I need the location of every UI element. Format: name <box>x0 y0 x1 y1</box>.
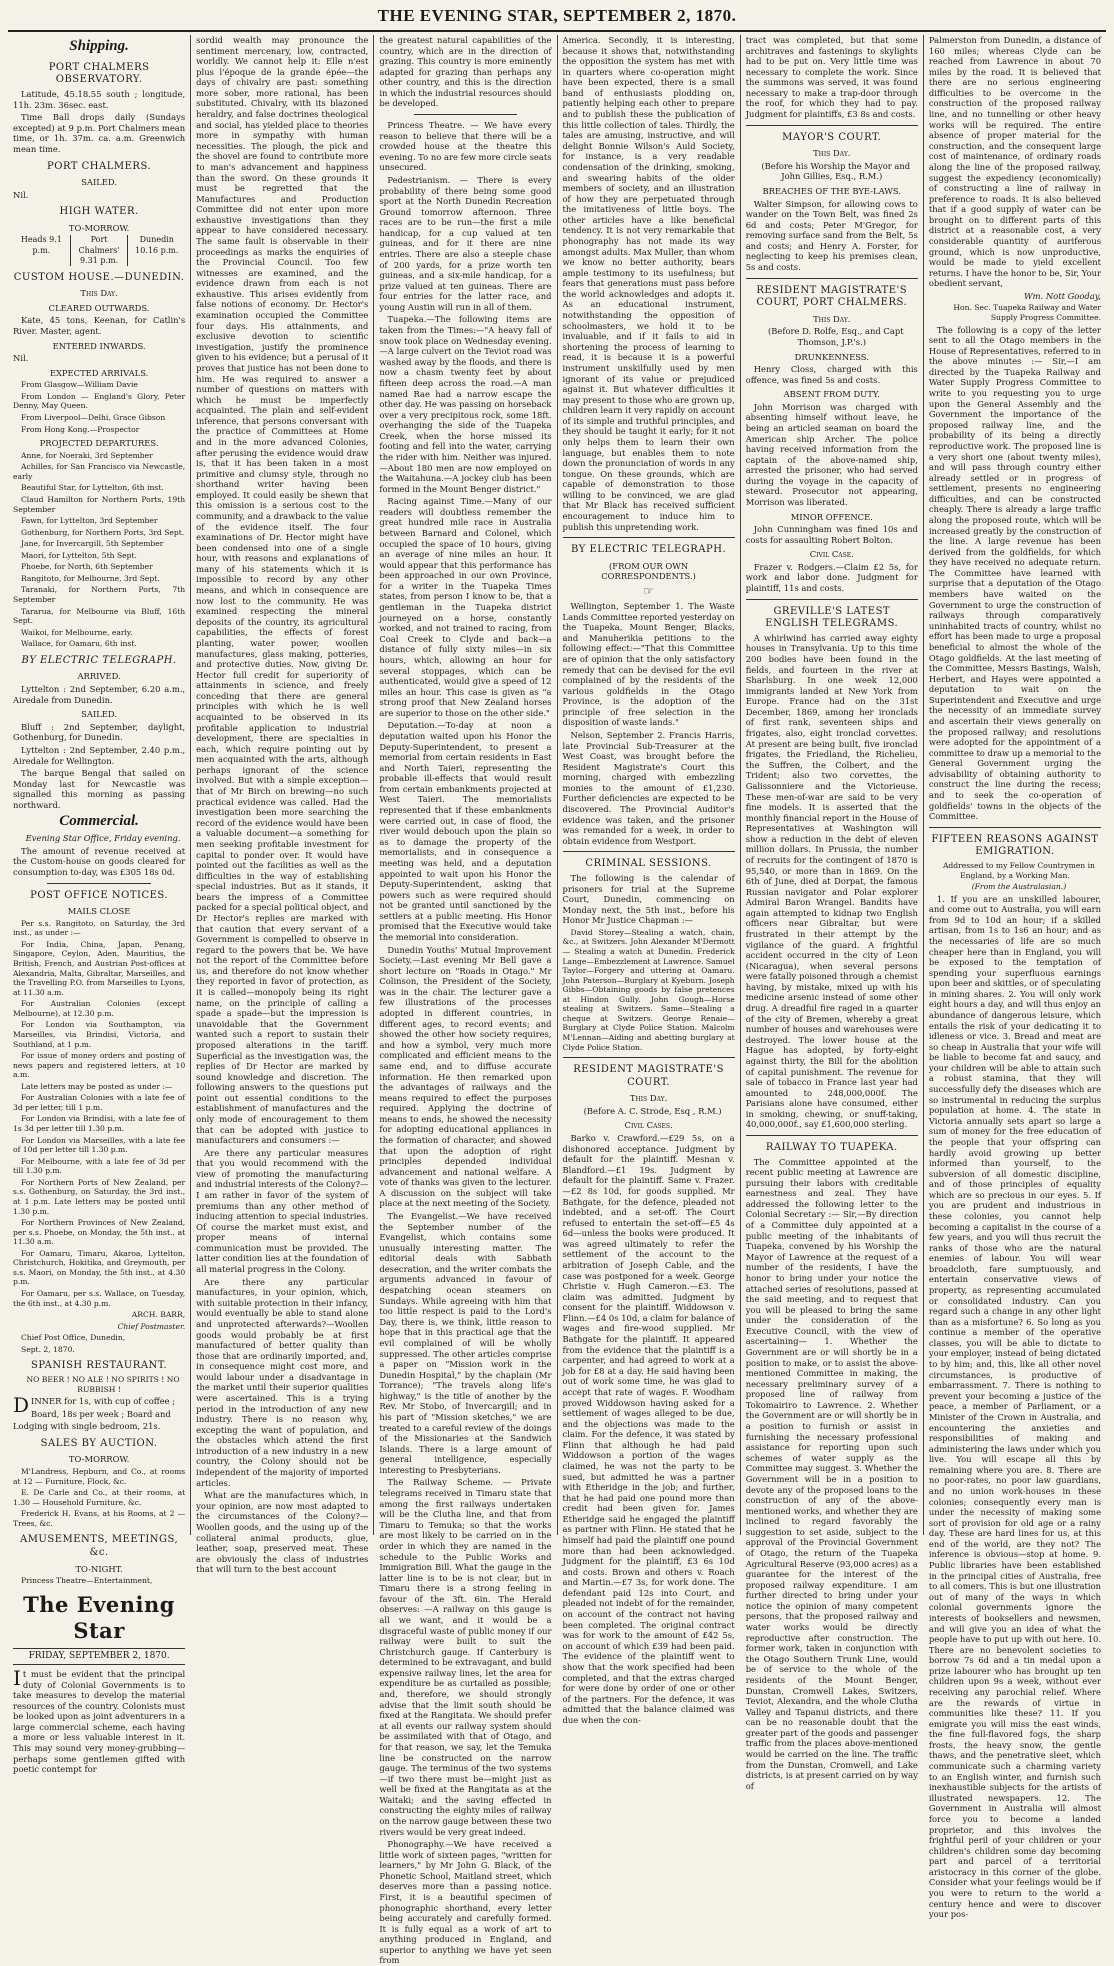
nil-2: Nil. <box>13 353 29 364</box>
departure-item: Wallace, for Oamaru, 6th inst. <box>21 639 137 649</box>
rm-port-chalmers-day: This Day. <box>813 313 851 324</box>
observatory-title: PORT CHALMERS OBSERVATORY. <box>48 61 150 86</box>
news-item: The Evangelist.—We have received the September number of the Evangelist, which contains some unusually interesting matter. The editorial deals with Sabbath desecration, and the writer combats the arguments advanced in favour of despatching ocean steamers on Sundays. While agreeing with him that too little respect is paid to the Lord's Day, there is, we think, little reason to hope that in this practical age that the evil complained of will be wholly suppressed. The other articles comprise a paper on "Mission work in the Dunedin Hospital," by the chaplain (Mr Torrance); "The travels along life's highway," is the title of another by the Rev. Mr Stobo, of Invercargill; and in his part of "Mission sketches," we are treated to a careful review of the doings of the Missionaries at the Sandwich Islands. There is a large amount of general intelligence, especially interesting to Presbyterians. <box>379 1211 552 1475</box>
post-notice: For London via Southampton, via Marseilles, via Brindisi, Victoria, and Southland, at 1 p.m. <box>13 1020 186 1049</box>
expected-arrivals-label: EXPECTED ARRIVALS. <box>49 367 149 378</box>
departure-item: Rangitoto, for Melbourne, 3rd Sept. <box>21 573 160 583</box>
amusements-title: AMUSEMENTS, MEETINGS, &c. <box>19 1534 179 1558</box>
cleared-outwards-label: CLEARED OUTWARDS. <box>48 302 150 313</box>
rm-cases-continued: tract was completed, but that some architraves and fastenings to skylights had to be put on. Very little time was necessary to complete the work. Since the summons was served, it was found necessary to make a trap-door through the roof, for which they had to pay. Judgment for plaintiffs, £3 8s and costs. <box>745 35 918 120</box>
post-notice: For Oamaru, per s.s. Wallace, on Tuesday, the 6th inst., at 4.30 p.m. <box>13 1289 186 1308</box>
paper-dateline: FRIDAY, SEPTEMBER 2, 1870. <box>13 1648 185 1665</box>
expected-item: From Liverpool—Delhi, Grace Gibson <box>21 413 166 423</box>
expected-item: From Glasgow—William Davie <box>21 380 138 390</box>
greville-title: GREVILLE'S LATEST ENGLISH TELEGRAMS. <box>765 605 899 630</box>
editorial-body: sordid wealth may pronounce the sentiment mercenary, low, contracted, worldly. We cannot help it: Elle n'est plus l'époque de la grande épée—the days of chivalry are past: something more sober, more rational, has been substituted. Chivalry, with its blazoned heraldry, and false doctrines theological and social, has yielded place to theories more in sympathy with human necessities. The plough, the pick and the shovel are found to contribute more to man's advancement and happiness than the sword. On these grounds it must be regretted that the Manufactures and Production Committee did not enter upon more exhaustive investigations than they appear to have considered necessary. The same fault is observable in their proceedings as marks the enquiries of the Provincial Council. Too few witnesses are examined, and the evidence drawn from each is not exhaustive. This arises evidently from false notions of economy. Dr. Hector's examination occupied the Committee four days. His attainments, and exclusive devotion to scientific investigation, justify the prominence given to his evidence; but a perusal of it proves that justice has not been done to him. He was required to answer a number of questions on matters with which he must be imperfectly acquainted. The plain and self-evident inference, that persons conversant with the practice of Committees at Home and in the more advanced Colonies, after perusing the evidence would draw is, that it has been taken in a most primitive and clumsy style, through no shorthand writer having been employed. It could easily be shewn that this omission is a serious cost to the community, and a drawback to the value of the evidence itself. The four examinations of Dr. Hector might have been condensed into one of a single hour, with reasons and explanations of many of his statements which it is impossible to record by any other means, and which in consequence are now lost to the community. He was examined respecting the mineral deposits of the country, its agricultural capabilities, the effects of forest planting, water power, woollen manufactures, glass making, potteries, and protective duties. Now, giving Dr. Hector full credit for superiority of attainments in science, and freely conceding that there are general principles with which he is well acquainted to be observed in its profitable application to industrial development, there are specialties in each, which require pointing out by men acquainted with the arts, although perhaps ignorant of the science involved. But with a simple exception—that of Mr Birch on brewing—no such practical evidence was called. Had the investigation been more searching the record of the evidence would have been a valuable document—a something for men seeking profitable investment for capital to ponder over. It would have pointed out the facilities as well as the difficulties in the way of establishing special industries. But as it stands, it bears the impress of a Committee packed for a special political object, and Dr Hector's replies are marked with that caution that every servant of a Government is compelled to observe in regard to the powers that be. We have not the report of the Committee before us, and therefore do not know whether they reported in favor of protection, as it is called—monopoly being its right name, on the principle of calling a spade a spade—but the impression is unavoidable that the Government wanted such a report to sustain their proposed alterations in the tariff. Superficial as the investigation was, the replies of Dr Hector are marked by sound knowledge and discretion. The following answers to the questions put point out essential conditions to the establishment of manufactures and the only mode of encouragement to them that can be adopted with justice to manufacturers and consumers :— <box>196 35 369 1146</box>
departure-item: Maori, for Lyttelton, 5th Sept. <box>21 550 137 560</box>
entered-inwards-label: ENTERED INWARDS. <box>52 340 146 351</box>
rm-civil: Civil Cases. <box>624 1120 673 1131</box>
sailed-label: SAILED. <box>81 177 118 188</box>
sailed-item: Bluff : 2nd September, daylight, Gothenburg, for Dunedin. <box>13 721 186 743</box>
news-item: Tuapeka.—The following items are taken from the Times:—"A heavy fall of snow took place on Wednesday evening.—A large culvert on the Teviot road was washed away by the floods, and there is now a chasm twenty feet by about fifteen deep across the road.—A man named Rae had a narrow escape the other day. He was passing on horseback over a very precipitous rock, some 18ft. overhanging the side of the Tuapeka Creek, when the horse missed its footing and fell into the water, carrying the rider with him. Neither was injured.—About 180 men are now employed on the Waitahuna.—A jockey club has been formed in the Mount Benger district." <box>379 314 552 494</box>
departure-item: Achilles, for San Francisco via Newcastle, early <box>13 462 186 481</box>
departure-item: Tararua, for Melbourne via Bluff, 16th Sept. <box>13 606 186 626</box>
post-notice: For Australian Colonies with a late fee of 3d per letter, till 1 p.m. <box>13 1093 186 1112</box>
restaurant-dinner: DINNER for 1s, with cup of coffee ; <box>13 1393 176 1418</box>
post-notice: For Melbourne, with a late fee of 3d per till 1.30 p.m. <box>13 1156 186 1176</box>
news-item: The Railway Scheme. — Private telegrams received in Timaru state that among the first railways undertaken will be the Clutha line, and that from Timaru to Temuka; so that the works are most likely to be carried on in the order in which they are named in the schedule to the Public Works and Immigration Bill. What the gauge in the latter line is to be is not clear, but in Timaru there is a strong feeling in favour of the 3ft. 6in. The Herald observes: —A railway on this gauge is all we want, and it would be a disgraceful waste of public money if our railway were built to suit the Christchurch gauge. If Canterbury is determined to be extravagant, and build expensive railway lines, let the area for expenditure be as curtailed as possible; and, therefore, we should strongly advise that the limit south should be fixed at the Rangitata. We should prefer at all events our railway system should be assimilated with that of Otago, and for that reason, we say, let the Temuka line be constructed on the narrow gauge. The terminus of the two systems—if two there must be—might just as well be fixed at the Rangitata as at the Waitaki; and the saving effected in constructing the eighty miles of railway on the narrow gauge between these two rivers would be very great indeed. <box>379 1477 552 1837</box>
civil-case-label: Civil Case. <box>809 549 854 560</box>
tide-table <box>13 235 185 265</box>
fifteen-source: (From the Australasian.) <box>971 882 1067 892</box>
civil-case-text: Frazer v. Rodgers.—Claim £2 5s, for work and labor done. Judgment for plaintiff, 11s and costs. <box>745 561 918 594</box>
signature-name: Wm. Nott Gooday, <box>1023 290 1102 301</box>
port-chalmers-title: PORT CHALMERS. <box>47 160 152 172</box>
criminal-intro: The following is the calendar of prisoners for trial at the Supreme Court, Dunedin, commencing on Monday next, the 5th inst., before his Honor Mr Justice Chapman :— <box>562 872 735 926</box>
column-2 <box>191 35 374 1575</box>
post-notice: For Northern Ports of New Zealand, per s.s. Gothenburg, on Saturday, the 3rd inst., at 1 p.m. Late letters may be posted until 1.30 p.m. <box>13 1177 186 1216</box>
departure-item: Phoebe, for North, 6th September <box>21 562 153 572</box>
mayors-court-before: (Before his Worship the Mayor and John Gillies, Esq., R.M.) <box>761 160 911 182</box>
column-3 <box>374 35 557 1966</box>
projected-departures-label: PROJECTED DEPARTURES. <box>39 438 159 449</box>
restaurant-board: Board, 18s per week ; Board and <box>31 1408 171 1419</box>
divider <box>929 827 1101 828</box>
news-item: Deputation.—To-day at noon a deputation waited upon his Honor the Deputy-Superintendent, to present a memorial from certain residents in East and North Taieri, representing the probable ill-effects that would result from certain embankments projected at West Taieri. The memorialists represented that if these embankments were carried out, in case of flood, the river would debouch upon the plain so as to damage the property of the memorialists, and in consequence a meeting was held, and a deputation appointed to wait upon his Honor the Deputy-Superintendent, asking that powers such as were required should not be granted until sanctioned by the settlers at a public meeting. His Honor promised that the Executive would take the memorial into consideration. <box>379 720 552 942</box>
drunkenness-text: Henry Closs, charged with this offence, was fined 5s and costs. <box>745 364 918 385</box>
divider <box>746 125 918 126</box>
auction-tomorrow: TO-MORROW. <box>68 1454 130 1465</box>
star-office: Evening Star Office, Friday evening. <box>25 833 181 844</box>
railway-text: The Committee appointed at the recent public meeting at Lawrence are pursuing their labors with creditable earnestness and zeal. They have addressed the following letter to the Colonial Secretary :— Sir,—By direction of a Committee duly appointed at a public meeting of the inhabitants of Tuapeka, convened by his Worship the Mayor of Lawrence at the request of a number of the residents, I have the honor to bring under your notice the attached series of resolutions, passed at the said meeting, and to request that you will be pleased to bring the same under the consideration of the Executive Council, with the view of ascertaining— 1. Whether the Government are or will shortly be in a position to make, or to assist the above-mentioned Committee in making, the necessary preliminary survey of a proposed line of railway from Tokomairiro to Lawrence. 2. Whether the Government are or will shortly be in a position to furnish or assist in furnishing the necessary professional assistance for reporting upon such schemes of water supply as the Committee may suggest. 3. Whether the Government will be in a position to devote any of the proposed loans to the construction of any of the above-mentioned works, and whether they are inclined to regard favorably the suggestion to set aside, subject to the approval of the Provincial Government of Otago, the return of the Tuapeka Agricultural Reserve (93,000 acres) as a guarantee for the interest of the proposed railway expenditure. I am further directed to bring under your notice the opinion of many competent persons, that the proposed railway and water works would be directly reproductive after construction. The former work, taken in conjunction with the Otago Southern Trunk Line, would be of service to the whole of the residents of the Mount Benger, Dunstan, Cromwell Lakes, Switzers, Teviot, Alexandra, and the whole Clutha Valley and Tapanui districts, and there can be no reasonable doubt that the greater part of the goods and passenger traffic from the places above-mentioned would be carried on the line. The traffic from the Dunstan, Cromwell, and Lake districts, is at present carried on by way of <box>745 1156 918 1791</box>
criminal-sessions-title: CRIMINAL SESSIONS. <box>585 858 712 870</box>
absent-label: ABSENT FROM DUTY. <box>783 389 880 400</box>
post-notice: For London via Marseilles, with a late fee of 10d per letter till 1.30 p.m. <box>13 1135 186 1155</box>
postmaster-title: Chief Postmaster. <box>117 1321 186 1331</box>
departure-item: Fawn, for Lyttelton, 3rd September <box>21 516 158 526</box>
departure-item: Anne, for Noeraki, 3rd September <box>21 450 153 460</box>
restaurant-title: SPANISH RESTAURANT. <box>31 1360 168 1372</box>
sailed-label-2: SAILED. <box>81 709 118 720</box>
amusement-item: Princess Theatre—Entertainment, <box>21 1576 153 1586</box>
post-notice: Per s.s. Rangitoto, on Saturday, the 3rd inst., as under :— <box>13 918 186 938</box>
divider <box>746 1135 918 1136</box>
divider <box>746 278 918 279</box>
auction-item: E. De Carle and Co., at their rooms, at 1.30 — Household Furniture, &c. <box>13 1488 186 1507</box>
divider <box>563 1057 735 1058</box>
rm-port-chalmers-title: RESIDENT MAGISTRATE'S COURT, PORT CHALMERS. <box>756 284 908 309</box>
rm-day: This Day. <box>629 1093 668 1104</box>
mayors-court-title: MAYOR'S COURT. <box>782 131 882 143</box>
telegraph-title: BY ELECTRIC TELEGRAPH. <box>21 654 177 666</box>
post-notice: For issue of money orders and posting of news papers and registered letters, at 10 a.m. <box>13 1051 186 1080</box>
absent-text: John Morrison was charged with absenting himself without leave, he being an articled seaman on board the American ship Archer. The police having received information from the captain of the above-named ship, arrested the prisoner, who had served during the voyage in the capacity of steward. Prosecutor not appearing, Morrison was liberated. <box>745 401 918 508</box>
nil-1: Nil. <box>13 189 29 200</box>
minor-offence-label: MINOR OFFENCE. <box>790 511 873 522</box>
auction-item: M'Landress, Hepburn, and Co., at rooms at 12 — Furniture, Flock, &c. <box>13 1467 186 1486</box>
rm-cases: Barko v. Crawford.—£29 5s, on a dishonored acceptance. Judgment by default for the plaintiff. Mesnan v. Blandford.—£1 19s. Judgment by default for the plaintiff. Same v. Frazer.—£2 8s 10d, for goods supplied. Mr Bathgate, for the defence, pleaded not indebted, and a set-off. The Court refused to entertain the set-off—£5 4s 6d—unless the books were produced. It was agreed ultimately to refer the settlement of the account to the arbitration of Joseph Cable, and the case was postponed for a week. George Christie v. Hugh Cameron.—£3. The claim was admitted. Judgment by consent for the plaintiff. Widdowson v. Flinn.—£4 0s 10d, a claim for balance of wages and fire-wood supplied. Mr Bathgate for the plaintiff. It appeared from the evidence that the plaintiff is a carpenter, and had agreed to work at a job for £8 at a day. He said having been out of work some time, he was glad to accept that rate of wages. F. Woodham proved Widdowson having asked for a settlement of wages alleged to be due, and the objections was made to the claim. For the defence, it was stated by Flinn that although he had paid Widdowson a portion of the wages claimed, he was not the party to be sued, but admitted he was a partner with Etheridge in the job; and further, that he had paid one pound more than credit had been given for. James Etheridge said he engaged the plaintiff as partner with Flinn. He stated that he himself had paid the plaintiff one pound more than had been acknowledged. Judgment for the plaintiff, £3 6s 10d and costs. Brown and others v. Roach and Martin.—£7 3s, for work done. The defendant paid 12s into Court, and pleaded not indebt of for the remainder, on account of the contract not having been completed. The original contract was for work to the amount of £42 5s, on account of which £39 had been paid. The evidence of the plaintiff went to show that the work specified had been completed, and that the extras charged for were done by order of one or other of the partners. For the defence, it was admitted that the balance claimed was due when the con- <box>562 1133 735 1725</box>
phonography-continued: America. Secondly, it is interesting, because it shows that, notwithstanding the opposition the system has met with in quarters where co-operation might have been expected, there is a small band of enthusiasts plodding on, patiently helping each other to prepare and to publish these the publication of this little collection of tales. Thirdly, the tales are amusing, instructive, and will delight Bonnie Wilson's Auld Society, for instance, is a very readable condensation of the drinking, smoking, and swearing habits of the older members of society, and an illustration of how they are perpetuated through the imitativeness of little boys. The other articles have a like beneficial tendency. It is not very remarkable that phonography has not made its way amongst adults. Max Muller, than whom we know no better authority, bears ample testimony to its usefulness; but fears that generations must pass before the world acknowledges and adopts it. As an educational instrument, notwithstanding the opposition of schoolmasters, we hold it to be invaluable, and if it fails to aid in shortening the process of learning to read, it is because it is a powerful instrument unskilfully used by men ignorant of its value or prejudiced against it. But whatever difficulties it may present to those who are grown up, children learn it very rapidly on account of its simple and truthful principles, and they should be taught it early; for it not only helps them to learn their own language, but enables them to note down the pronunciation of words in any tongue. On these grounds, which are capable of demonstration to those willing to be convinced, we are glad that Mr Black has received sufficient encouragement to induce him to publish this unpretending work. <box>562 35 735 532</box>
editorial-qa: Are there any particular manufactures, in your opinion, which, with suitable protection in their infancy, would eventually be able to stand alone and unprotected afterwards?—Woollen goods would probably be at first manufactured of better quality than those that are ordinarily imported, and, in consequence might cost more, and would labour under a disadvantage in the market until their superior qualities were ascertained. This is a trying period in the introduction of any new industry. There is no reason why, excepting the want of population, and the obstacles which attend the first introduction of a new industry in a new country, the Colony should not be independent of the majority of imported articles. <box>196 1276 369 1488</box>
departure-item: Beautiful Star, for Lyttelton, 6th inst. <box>21 483 164 493</box>
arrived-label: ARRIVED. <box>77 671 121 682</box>
divider <box>47 883 150 884</box>
expected-item: From London — England's Glory, Peter Denny, May Queen. <box>13 391 186 411</box>
post-notice: Late letters may be posted as under :— <box>21 1081 173 1091</box>
bengal-note: The barque Bengal that sailed on Monday last for Newcastle was signalled this morning as passing northward. <box>13 768 186 810</box>
postmaster-name: ARCH. BARR, <box>131 1310 186 1320</box>
fifteen-reasons-title: FIFTEEN REASONS AGAINST EMIGRATION. <box>931 833 1099 858</box>
telegraph-title: BY ELECTRIC TELEGRAPH. <box>571 544 727 556</box>
cleared-text: Kate, 45 tons, Keenan, for Catlin's River. Master, agent. <box>13 315 186 337</box>
fifteen-reasons-text: 1. If you are an unskilled labourer, and come out to Australia, you will earn from 9d to 10d an hour; if a skilled artisan, from 1s to 1s6 an hour; and as the necessaries of life are so much cheaper here than in England, you will be exposed to the temptation of spending your superfluous earnings upon beer and skittles, or of speculating in mining shares. 2. You will only work eight hours a day, and will thus enjoy an abundance of dangerous leisure, which entails the risk of your dedicating it to idleness or vice. 3. Bread and meat are so cheap in Australia that your wife will be liable to become fat and saucy, and your children will be able to attain such a robust stamina, that they will successfully defy the diseases which are so instrumental in reducing the surplus population at home. 4. The state in Victoria annually sets apart so large a sum of money for the free education of the people that your offspring can hardly avoid growing up better informed than yourself, to the subversion of all domestic discipline, and of those principles of equality which are so precious in our eyes. 5. If you are prudent and industrious in these colonies, you cannot help becoming a capitalist in the course of a few years, and you will thus recruit the ranks of those who are the natural enemies of labour. You will wear broadcloth, fare sumptuously, and entertain conservative views of property, as representing accumulated or consolidated industry. Can you regard such a change in any other light than as a misfortune? 6. So long as you continue a member of the operative classes, you will be able to dictate to your employer, instead of being dictated to by him; and, this, like all other novel circumstances, is productive of embarrassment. 7. There is nothing to prevent your becoming a justice of the peace, a member of Parliament, or a Minister of the Crown in Australia, and encountering the anxieties and responsibilities of making and administering the laws under which you live. You will escape all this by remaining where you are. 8. There are no poor-rates, no poor law guardians, and no union work-houses in these colonies; consequently every man is under the necessity of making some sort of provision for old age or a rainy day. These are hard lines for us, at this end of the world, are they not? The inference is obvious—stop at home. 9. Public libraries have been established in the principal cities of Australia, free to all comers. This is but one illustration out of many of the ways in which colonial governments ignore the interests of booksellers and newsmen, and will give you an idea of what the people have to put up with out here. 10. There are no benevolent societies to borrow 7s 6d and a tin medal upon a prize labourer who has brought up ten children upon 9s a week, without ever receiving any parochial relief. Where are the rewards of virtue in communities like these? 11. If you emigrate you will miss the east winds, the fine full-flavored fogs, the sharp frosts, the heavy snow, the gentle thaws, and the penetrative sleet, which communicate such a charming variety to an English winter, and furnish such inexhaustible subjects for the artists of illustrated newspapers. 12. The Government in Australia will almost force you to become a landed proprietor, and this involves the frightful peril of your children or your children's children some day becoming part and parcel of a territorial aristocracy in this corner of the globe. Consider what your feelings would be if you were to return to the world a century hence and were to discover your pos- <box>928 893 1102 1920</box>
rm-court-title: RESIDENT MAGISTRATE'S COURT. <box>573 1064 724 1088</box>
correspondents-label: (FROM OUR OWN CORRESPONDENTS.) <box>601 560 696 582</box>
fifteen-addressed: Addressed to my Fellow Countrymen in England, by a Working Man. <box>942 860 1095 880</box>
letter-copy: The following is a copy of the letter sent to all the Otago members in the House of Representatives, referred to in the above minutes :— Sir,—I am directed by the Tuapeka Railway and Water Supply Progress Committee to write to you requesting you to urge upon the General Assembly and the Government the importance of the proposed railway line, and the probability of its being a directly reproductive work. The proposed line is a very short one (about twenty miles), and will pass through country either already settled or in progress of settlement, presents no engineering difficulties, and can be constructed cheaply. There is already a large traffic along the proposed route, which will be increased greatly by the construction of the line. A large revenue has been derived from the goldfields, for which they have received no adequate return. The Committee have learned with surprise that a deputation of the Otago members have waited on the Government to urge the construction of railways through comparatively uninhabited tracts of country, whilst no effort has been made to urge a proposal beneficial to almost the whole of the Otago goldfields. At the last meeting of the Committee, Messrs Bastings, Walsh, Herbert, and Hayes were appointed a deputation to wait on the Superintendent and Executive and urge the necessity of an immediate survey and ascertain their views generally on the proposed railway; and resolutions were adopted for the appointment of a committee to draw up a memorial to the General Government urging the advisability of obtaining authority to construct the line during the recess; and to seek the co-operation of goldfields' towns in the objects of the Committee. <box>928 324 1102 822</box>
expected-item: From Hong Kong.—Prospector <box>21 424 140 434</box>
tide-dunedin: Dunedin 10.16 p.m. <box>127 235 185 265</box>
telegram-wellington: Wellington, September 1. The Waste Lands Committee reported yesterday on the Tuapeka, Mount Benger, Blacks, and Manuherikia petitions to the following effect:—"That this Committee are of opinion that the only satisfactory remedy that can be devised for the evil complained of by the residents of the various goldfields in the Otago Province, is the adoption of the principle of free selection in the disposition of waste lands." <box>562 601 735 728</box>
paper-nameplate: The Evening Star <box>23 1591 175 1644</box>
shipping-heading: Shipping. <box>69 38 129 54</box>
column-1 <box>8 35 191 1775</box>
minor-offence-text: John Cunningham was fined 10s and costs for assaulting Robert Bolton. <box>745 524 918 545</box>
masthead: THE EVENING STAR, SEPTEMBER 2, 1870. <box>8 6 1106 32</box>
arrived-item: Lyttelton : 2nd September, 6.20 a.m., Airedale from Dunedin. <box>13 684 186 705</box>
tomorrow-label: TO-MORROW. <box>68 222 130 233</box>
mails-close-label: MAILS CLOSE <box>67 906 131 917</box>
news-item: Dunedin Youths' Mutual Improvement Society.—Last evening Mr Bell gave a short lecture on "Roads in Otago." Mr Colinson, the President of the Society, was in the chair. The lecturer gave a few illustrations of the processes adopted in different countries, in different ages, to record events; and showed the other how society requires, and how a symbol, very much more complicated and efficient means to the same end, and to diffuse accurate information. He then remarked upon the advantages of railways and the means required to effect the purposes required. Applying the doctrine of means to ends, he showed the necessity for adopting educational appliances in the formation of character, and showed that upon the adoption of right principles depended individual advancement and national welfare. A vote of thanks was given to the lecturer. A discussion on the subject will take place at the next meeting of the Society. <box>379 944 552 1209</box>
railway-continued: Palmerston from Dunedin, a distance of 160 miles; whereas Clyde can be reached from Lawrence in about 70 miles by the road. It is believed that there are no serious engineering difficulties to be overcome in the construction of the proposed railway line, and no tunnelling or other heavy works will be required. The entire absence of proper material for the construction, and the consequent large cost of maintenance, of ordinary roads along the line of the proposed railway, suggest the expediency (economically) of constructing a line of railway in preference to roads. It is also believed that if a good supply of water can be brought on to different parts of this district at a reasonable cost, a very considerable quantity of auriferous ground, which is now unproductive, would be made to yield excellent returns. I have the honor to be, Sir, Your obedient servant, <box>928 35 1102 289</box>
this-day-label: This Day. <box>80 288 118 299</box>
news-item: Pedestrianism. — There is every probability of there being some good sport at the North Dunedin Recreation Ground tomorrow afternoon. Three races are to be run—the first a mile handicap, for a cup valued at ten guineas, and for it there are nine entries. There are also a steeple chase of 200 yards, for a prize worth ten guineas, and a six-mile handicap, for a prize valued at ten guineas. There are four entries for the latter race, and young Austin will run in all of them. <box>379 174 552 312</box>
restaurant-slogan: NO BEER ! NO ALE ! NO SPIRITS ! NO RUBBISH ! <box>26 1374 180 1394</box>
revenue-note: The amount of revenue received at the Custom-house on goods cleared for consumption to-day, was £305 18s 0d. <box>13 845 186 878</box>
tide-heads: Heads 9.1 p.m. <box>20 235 62 255</box>
post-office-location: Chief Post Office, Dunedin, <box>21 1333 126 1343</box>
telegram-nelson: Nelson, September 2. Francis Harris, late Provincial Sub-Treasurer at the West Coast, was brought before the Resident Magistrate's Court this morning, charged with embezzling monies to the amount of £1,230. Further deficiencies are expected to be discovered. The Provincial Auditor's evidence was taken, and the prisoner was remanded for a week, in order to obtain evidence from Westport. <box>562 729 735 846</box>
post-notice: For Australian Colonies (except Melbourne), at 12.30 p.m. <box>13 999 186 1018</box>
post-notice: For Oamaru, Timaru, Akaroa, Lyttelton, Christchurch, Hokitika, and Greymouth, per s.s. Maori, on Monday, the 5th inst., at 4.30 p.m. <box>13 1248 186 1287</box>
mayors-court-day: This Day. <box>813 148 851 159</box>
post-office-date: Sept. 2, 1870. <box>21 1344 75 1354</box>
post-notice: For Northern Provinces of New Zealand, per s.s. Phoebe, on Monday, the 5th inst., at 11.30 a.m. <box>13 1218 186 1247</box>
commercial-heading: Commercial. <box>59 813 139 830</box>
divider <box>563 851 735 852</box>
amusements-tonight: TO-NIGHT. <box>75 1563 123 1574</box>
tide-port: Port Chalmers' 9.31 p.m. <box>70 235 128 265</box>
departure-item: Waikoi, for Melbourne, early. <box>21 627 133 637</box>
timeball-text: Time Ball drops daily (Sundays excepted) at 9 p.m. Port Chalmers mean time, or 1h. 37m. ca. a.m. Greenwich mean time. <box>13 112 186 154</box>
drunkenness-label: DRUNKENNESS. <box>794 351 869 362</box>
column-4 <box>558 35 741 1725</box>
columns <box>8 35 1106 1966</box>
editorial-close: the greatest natural capabilities of the country, which are in the direction of grazing. This country is more eminently adapted for grazing than perhaps any other country, and this is the direction in which the industrial resources should be developed. <box>379 35 552 109</box>
custom-house-title: CUSTOM HOUSE.—DUNEDIN. <box>13 271 185 283</box>
criminal-list: David Storey—Stealing a watch, chain, &c., at Switzers. John Alexander M'Dermott — Stealing a watch at Dunedin. Frederick Lange—Embezzlement at Lawrence. Samuel Taylor—Forgery and uttering at Oamaru. John Paterson—Burglary at Kyeburn. Joseph Gibbs—Obtaining goods by false pretences at Hindon Gully. John Gough—Horse stealing at Switzers. Same—Stealing a cheque at Switzers. George Renaie—Burglary at Clyde Police Station. Malcolm M'Lennan—Aiding and abetting burglary at Clyde Police Station. <box>562 927 735 1052</box>
auction-title: SALES BY AUCTION. <box>40 1437 158 1449</box>
byelaws-text: Walter Simpson, for allowing cows to wander on the Town Belt, was fined 2s 6d and costs; Peter M'Gregor, for removing surface sand from the Belt, 5s and costs; and Henry A. Forster, for neglecting to keep his premises clean, 5s and costs. <box>745 198 918 272</box>
column-5 <box>741 35 924 1791</box>
high-water-title: HIGH WATER. <box>59 206 139 218</box>
byelaws-label: BREACHES OF THE BYE-LAWS. <box>762 185 901 196</box>
divider <box>746 599 918 600</box>
divider <box>563 537 735 538</box>
editorial-opening: It must be evident that the principal duty of Colonial Governments is to take measures to develop the material resources of the country. Colonists must be looked upon as joint adventurers in a large commercial scheme, each having a more or less valuable interest in it. This may sound very money-grubbing—perhaps some gentlemen gifted with poetic contempt for <box>13 1665 186 1775</box>
divider <box>414 114 517 115</box>
rm-before: (Before A. C. Strode, Esq , R.M.) <box>583 1105 722 1116</box>
editorial-qa: Are there any particular measures that you would recommend with the view of promoting the manufacturing and industrial interests of the Colony?—I am rather in favor of the system of premiums than any other method of inducing attention to special industries. Of course the market must exist, and proper means of internal communication must be provided. The latter condition lies at the foundation of all material progress in the Colony. <box>196 1147 369 1275</box>
pointing-hand-icon: ☞ <box>643 583 654 598</box>
greville-text: A whirlwind has carried away eighty houses in Transylvania. Up to this time 200 bodies have been found in the fields, and fourteen in the river at Sharlsburg. In one week 12,000 immigrants landed at New York from Europe. France had on the 31st December, 1869, among her ironclads of first rank, seventeen ships and frigates, also, eight ironclad corvettes. At present are being built, five ironclad frigates, the Friedland, the Richelieu, the Suffren, the Colbert, and the Trident; also two corvettes, the Galissonniere and the Victorieuse. These men-of-war are said to be very fine models. It is asserted that the monthly financial report in the House of Representatives at Washington will show a reduction in the debt of eleven million dollars. In Prussia, the number of recruits for the contingent of 1870 is 95,540, or more than in 1869. On the 6th of June, died at Dorpat, the famous Russian navigator and Polar explorer Admiral Baron Wrangel. Bandits have again attempted to kidnap two English officers near Gibraltar, but were frustrated in their attempt by the vigilance of the guard. A frightful accident occurred in the city of Leon (Nicaragua), when several persons were fatally poisoned through a chemist having, by mistake, mixed up with his medicine arsenic instead of some other drug. A dreadful fire raged in a quarter of the city of Bremen, whereby a great number of houses and warehouses were destroyed. The lower house at the Hague has adopted, by forty-eight against thirty, the Bill for the abolition of capital punishment. The revenue for sale of tobacco in France last year had amounted to 248,000,000f. The Parisians alone have consumed, either in smoking, chewing, or snuff-taking, 40,000,000f., say £1,600,000 sterling. <box>745 632 918 1130</box>
rm-port-chalmers-before: (Before D. Rolfe, Esq., and Capt Thomson, J.P.'s.) <box>767 326 904 347</box>
departure-item: Gothenburg, for Northern Ports, 3rd Sept. <box>21 527 185 537</box>
signature-title: Hon. Sec. Tuapeka Railway and Water Supply Progress Committee. <box>953 303 1102 323</box>
news-item: Princess Theatre. — We have every reason to believe that there will be a crowded house at the theatre this evening. To no are few more circle seats unsecured. <box>379 120 552 173</box>
editorial-qa: What are the manufactures which, in your opinion, are now most adapted to the circumstances of the Colony?—Woollen goods, and the using up of the collateral animal products, glue, leather, soap, preserved meat. These are obviously the class of industries that will turn to the best account <box>196 1490 369 1575</box>
auction-item: Frederick H. Evans, at his Rooms, at 2 — Trees, &c. <box>13 1509 186 1528</box>
departure-item: Claud Hamilton for Northern Ports, 19th September <box>13 494 186 514</box>
post-office-title: POST OFFICE NOTICES. <box>30 889 169 901</box>
post-notice: For India, China, Japan, Penang, Singapore, Ceylon, Aden, Mauritius, the British, French, and Austrian Post-offices at Alexandria, Malta, Gibraltar, Marseilles, and the Travelling P.O. from Marseilles to Lyons, at 11.30 a.m. <box>13 939 186 997</box>
departure-item: Taranaki, for Northern Ports, 7th September <box>13 585 186 605</box>
column-6 <box>924 35 1106 1920</box>
railway-title: RAILWAY TO TUAPEKA. <box>765 1142 898 1153</box>
observatory-text: Latitude, 45.18.55 south ; longitude, 11h. 23m. 36sec. east. <box>13 89 186 110</box>
post-notice: For London via Brindisi, with a late fee of 1s 3d per letter till 1.30 p.m. <box>13 1114 186 1134</box>
sailed-item: Lyttelton : 2nd September, 2.40 p.m., Airedale for Wellington. <box>13 744 186 766</box>
restaurant-lodging: Lodging with single bedroom, 21s. <box>13 1421 161 1432</box>
departure-item: Jane, for Invercargill, 5th September <box>21 539 164 549</box>
news-item: Racing against Time.—Many of our readers will doubtless remember the great hundred mile race in Australia between Barnard and Colonel, which occupied the space of 10 hours, giving an average of nine miles an hour. It would appear that this performance has been approached in our own Province, for a writer in the Tuapeka Times states, from person I know to be, that a gentleman in the Tuapeka district journeyed on a horse, constantly worked, and not trained to racing, from Coal Creek to Clyde and back—a distance of fully sixty miles—in six hours, which, allowing an hour for several stoppages, which can be authenticated, would give a speed of 12 miles an hour. This case is given as "a strong proof that New Zealand horses are superior to those on the other side." <box>379 496 552 718</box>
news-item: Phonography.—We have received a little work of sixteen pages, "written for learners," by Mr John G. Black, of the Phonetic School, Maitland street, which deserves more than a passing notice. First, it is a beautiful specimen of phonographic shorthand, every letter being accurately and carefully formed. It is fully equal as a work of art to anything produced in England, and superior to anything we have yet seen from <box>379 1839 552 1966</box>
